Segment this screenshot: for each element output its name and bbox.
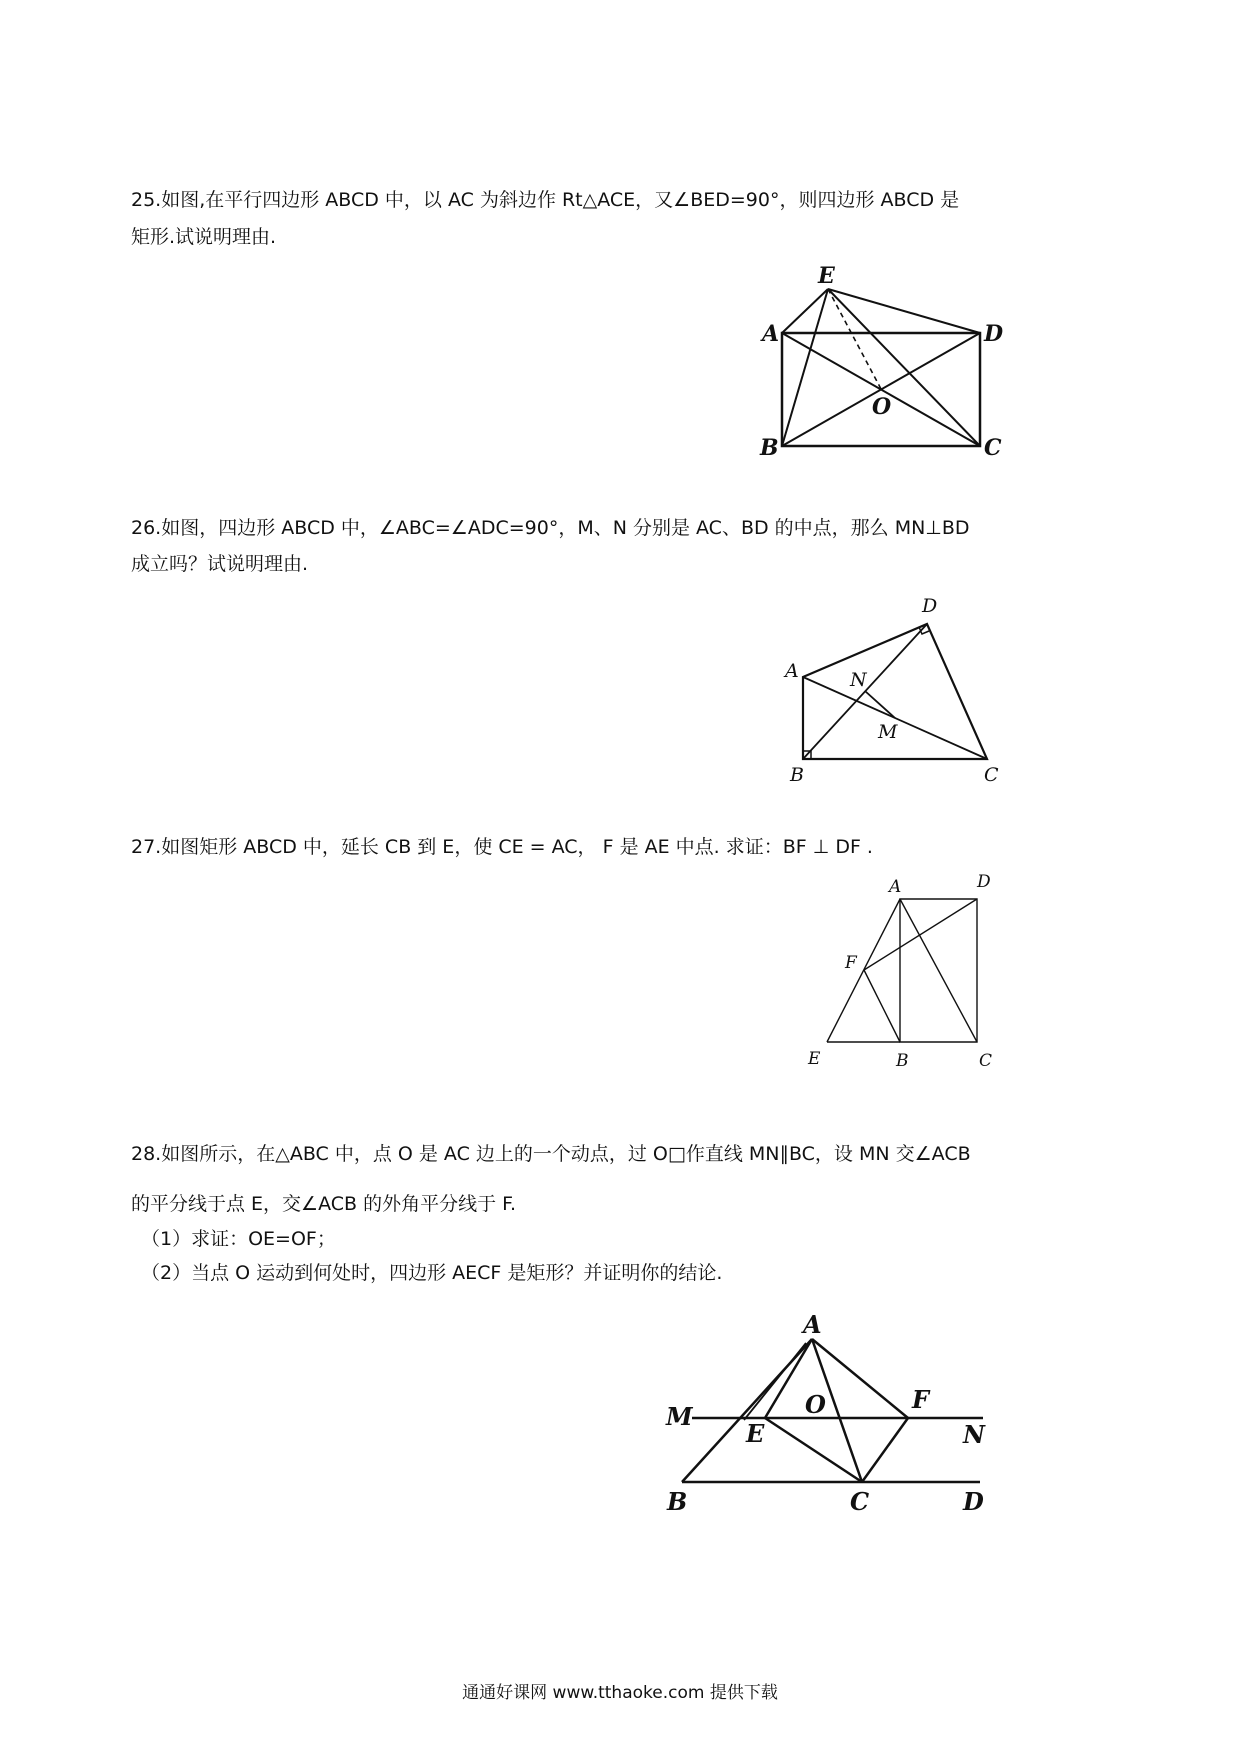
q25-seg-ed <box>828 289 980 333</box>
q26-label-n: N <box>850 669 867 691</box>
q26-label-c: C <box>984 764 999 786</box>
q27-line1: 27.如图矩形 ABCD 中，延长 CB 到 E，使 CE = AC， F 是 AE 中点. 求证：BF ⊥ DF . <box>131 836 873 858</box>
q28-line1: 28.如图所示，在△ABC 中，点 O 是 AC 边上的一个动点，过 O□作直线 MN∥BC，设 MN 交∠ACB <box>131 1143 971 1165</box>
q26-line1: 26.如图，四边形 ABCD 中，∠ABC=∠ADC=90°，M、N 分别是 AC、BD 的中点，那么 MN⊥BD <box>131 517 970 539</box>
q27-seg-fd <box>864 899 977 970</box>
q25-line2: 矩形.试说明理由. <box>131 226 277 248</box>
q28-label-b: B <box>667 1487 688 1516</box>
q28-label-f: F <box>912 1385 930 1414</box>
q26-figure <box>780 590 1010 790</box>
q27-diag-ac <box>900 899 977 1042</box>
q27-label-a: A <box>889 877 902 897</box>
q28-label-e: E <box>746 1419 765 1448</box>
page-footer: 通通好课网 www.tthaoke.com 提供下载 <box>462 1683 778 1703</box>
q27-seg-fb <box>864 970 900 1042</box>
q28-label-c: C <box>850 1487 870 1516</box>
q25-label-a: A <box>762 321 780 347</box>
q28-label-a: A <box>803 1310 822 1339</box>
q26-label-a: A <box>785 660 799 682</box>
q27-label-c: C <box>979 1051 993 1071</box>
q27-label-f: F <box>845 953 857 973</box>
q28-part2: （2）当点 O 运动到何处时，四边形 AECF 是矩形？并证明你的结论. <box>141 1262 723 1284</box>
q25-seg-eb <box>782 289 828 446</box>
q25-label-c: C <box>984 435 1002 461</box>
q28-seg-ae-inner <box>744 1343 806 1420</box>
q26-seg-mn <box>865 691 895 718</box>
q27-label-d: D <box>977 872 991 892</box>
q25-seg-ec <box>828 289 980 446</box>
q26-label-m: M <box>878 721 898 743</box>
q25-label-b: B <box>760 435 779 461</box>
q28-seg-fc <box>862 1418 908 1482</box>
q28-label-o: O <box>805 1390 826 1419</box>
q26-label-d: D <box>922 595 938 617</box>
q28-line2: 的平分线于点 E，交∠ACB 的外角平分线于 F. <box>131 1193 517 1215</box>
q27-figure <box>800 868 1000 1073</box>
q28-figure <box>660 1310 1020 1515</box>
q28-seg-ec <box>765 1418 862 1482</box>
q25-label-e: E <box>818 263 835 289</box>
q28-label-m: M <box>666 1402 693 1431</box>
q28-label-n: N <box>963 1420 985 1449</box>
q28-label-d: D <box>963 1487 984 1516</box>
q26-line2: 成立吗？试说明理由. <box>131 553 309 575</box>
q27-label-b: B <box>896 1051 909 1071</box>
q26-label-b: B <box>790 764 804 786</box>
q27-label-e: E <box>808 1049 821 1069</box>
q25-label-o: O <box>872 394 892 420</box>
q28-part1: （1）求证：OE=OF； <box>141 1228 336 1250</box>
q25-line1: 25.如图,在平行四边形 ABCD 中，以 AC 为斜边作 Rt△ACE，又∠BED=90°，则四边形 ABCD 是 <box>131 189 960 211</box>
q25-label-d: D <box>984 321 1004 347</box>
q25-figure <box>760 255 1010 470</box>
